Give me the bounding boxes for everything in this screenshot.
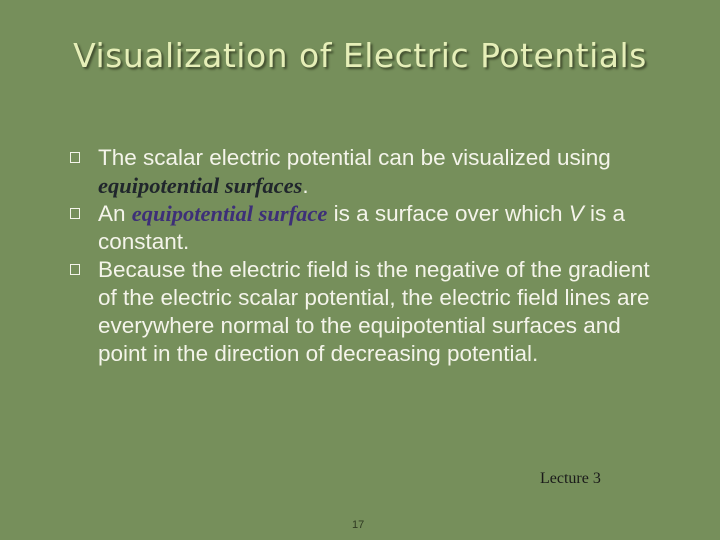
bullet-1-text: The scalar electric potential can be visualized using xyxy=(98,145,611,170)
page-number: 17 xyxy=(352,519,365,531)
bullet-3-text: Because the electric field is the negative of the gradient of the electric scalar potential, the electric field lines are everywhere normal to the equipotential surfaces and point in the direction of decreasing potential. xyxy=(98,257,650,366)
bullet-2-emphasis: equipotential surface xyxy=(131,201,328,226)
bullet-2-middle: is a surface over which xyxy=(327,201,569,226)
bullet-item-2 xyxy=(66,200,666,256)
bullet-item-1 xyxy=(66,144,666,200)
bullet-2-variable: V xyxy=(568,201,584,226)
bullet-2-prefix: An xyxy=(98,201,132,226)
square-bullet-icon xyxy=(70,208,80,219)
square-bullet-icon xyxy=(70,152,80,163)
bullet-item-3 xyxy=(66,256,666,368)
square-bullet-icon xyxy=(70,264,80,275)
bullet-1-suffix: . xyxy=(302,173,309,198)
slide-title: Visualization of Electric Potentials xyxy=(73,36,647,75)
lecture-label: Lecture 3 xyxy=(540,470,601,487)
bullet-1-emphasis: equipotential surfaces xyxy=(98,173,303,198)
bullet-list xyxy=(66,144,666,368)
bullet-2-suffix: is a constant. xyxy=(98,201,626,254)
